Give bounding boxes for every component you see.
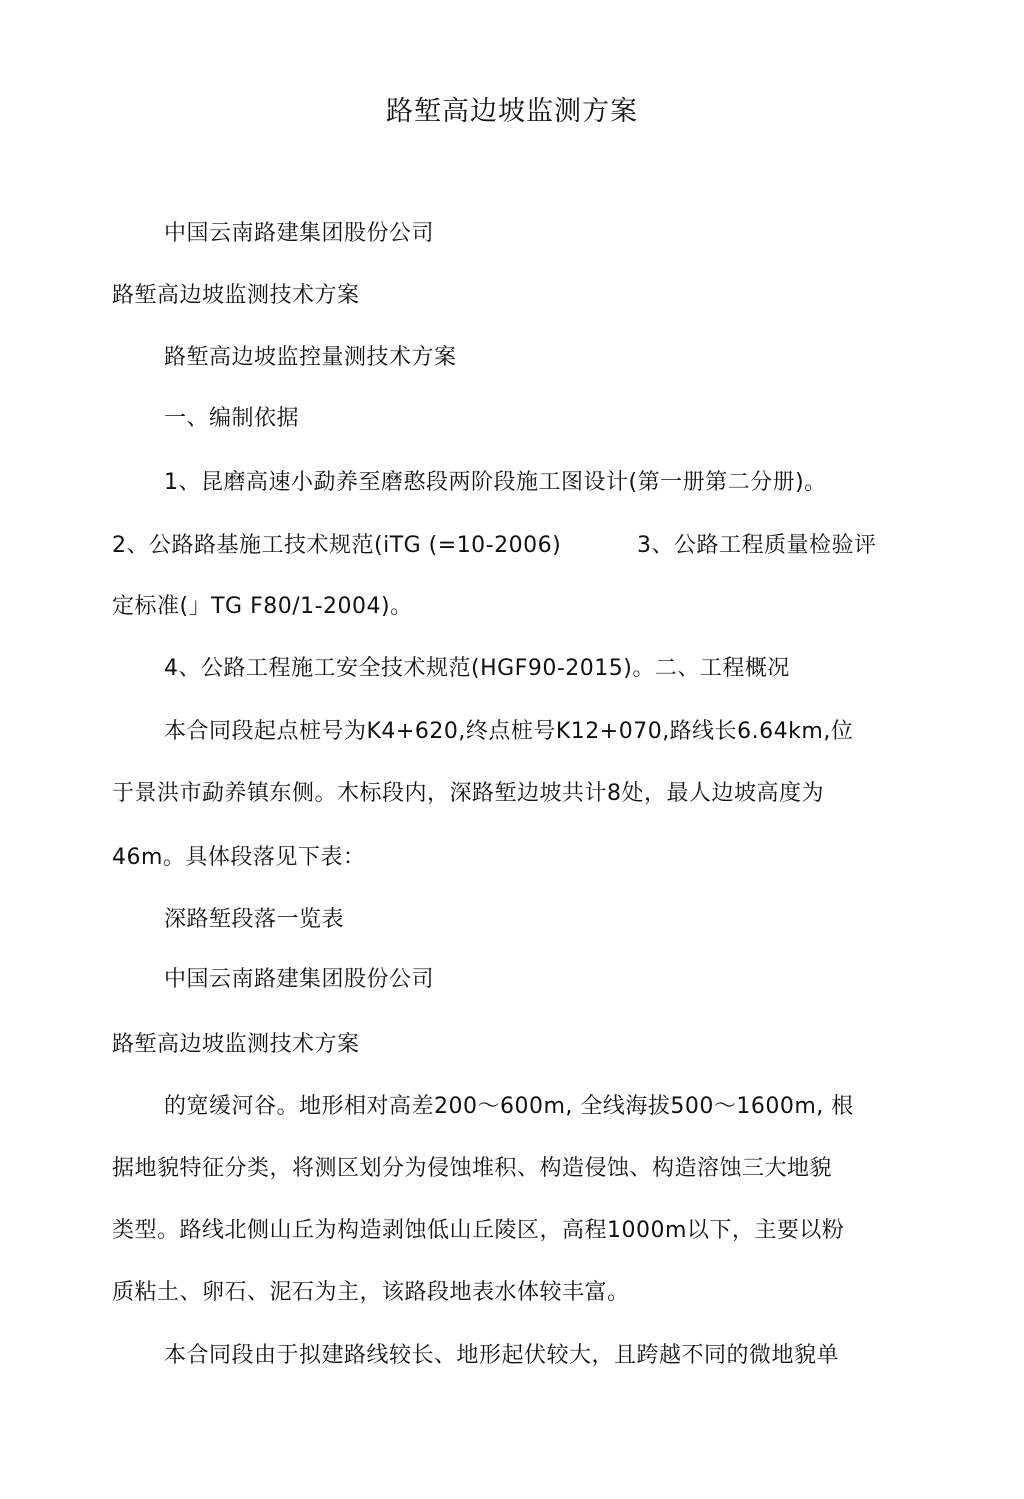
company-name-line: 中国云南路建集团股份公司: [164, 221, 435, 246]
overview-paragraph-line-1: 本合同段起点桩号为K4+620,终点桩号K12+070,路线长6.64km,位: [164, 719, 854, 744]
plan-subtitle-line-repeat: 路堑高边坡监测技术方案: [112, 1032, 360, 1057]
document-title: 路堑高边坡监测方案: [386, 96, 638, 127]
basis-item-2-line: [112, 530, 912, 562]
terrain-paragraph-line-4: 质粘土、卵石、泥石为主，该路段地表水体较丰富。: [112, 1280, 630, 1305]
terrain-paragraph-line-1: 的宽缓河谷。地形相对高差200～600m, 全线海拔500～1600m, 根: [164, 1094, 854, 1119]
overview-paragraph-line-3: 46m。具体段落见下表：: [112, 845, 366, 870]
geology-paragraph-line-1: 本合同段由于拟建路线较长、地形起伏较大，且跨越不同的微地貌单: [164, 1343, 840, 1368]
company-name-line-repeat: 中国云南路建集团股份公司: [164, 967, 435, 992]
table-caption: 深路堑段落一览表: [164, 907, 345, 932]
basis-item-3-end: 定标准(」TG F80/1-2004)。: [112, 594, 413, 619]
basis-item-2: 2、公路路基施工技术规范(iTG (=10-2006): [112, 533, 562, 558]
basis-item-4: 4、公路工程施工安全技术规范(HGF90-2015)。二、工程概况: [164, 656, 790, 681]
overview-paragraph-line-2: 于景洪市勐养镇东侧。木标段内，深路堑边坡共计8处，最人边坡高度为: [112, 781, 824, 806]
terrain-paragraph-line-2: 据地貌特征分类，将测区划分为侵蚀堆积、构造侵蚀、构造溶蚀三大地貌: [112, 1156, 833, 1181]
basis-item-1: 1、昆磨高速小勐养至磨憨段两阶段施工图设计(第一册第二分册)。: [164, 470, 827, 495]
terrain-paragraph-line-3: 类型。路线北侧山丘为构造剥蚀低山丘陵区，高程1000m以下，主要以粉: [112, 1218, 845, 1243]
plan-heading-line: 路堑高边坡监控量测技术方案: [164, 345, 457, 370]
basis-item-3-start: 3、公路工程质量检验评: [637, 533, 877, 558]
section-heading-basis: 一、编制依据: [164, 406, 300, 431]
plan-subtitle-line: 路堑高边坡监测技术方案: [112, 283, 360, 308]
